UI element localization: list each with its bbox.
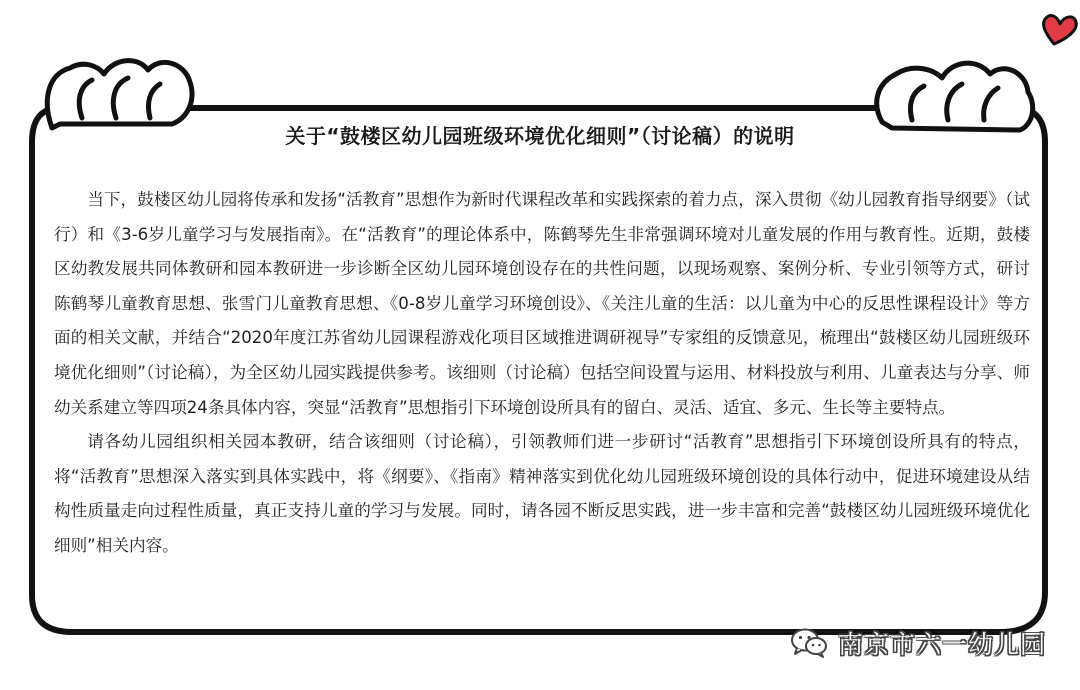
- document-title: 关于“鼓楼区幼儿园班级环境优化细则”（讨论稿）的说明: [285, 124, 795, 148]
- document-body: [54, 183, 1030, 564]
- paragraph: 请各幼儿园组织相关园本教研，结合该细则（讨论稿），引领教师们进一步研讨“活教育”思想指引下环境创设所具有的特点，将“活教育”思想深入落实到具体实践中，将《纲要》、《指南》精神落实到优化幼儿园班级环境创设的具体行动中，促进环境建设从结构性质量走向过程性质量，真正支持儿童的学习与发展。同时，请各园不断反思实践，进一步丰富和完善“鼓楼区幼儿园班级环境优化细则”相关内容。: [54, 432, 1030, 555]
- left-hand-icon: [47, 61, 192, 128]
- account-watermark: [790, 623, 1046, 663]
- account-name: 南京市六一幼儿园: [838, 630, 1047, 659]
- paragraph: 当下，鼓楼区幼儿园将传承和发扬“活教育”思想作为新时代课程改革和实践探索的着力点，深入贯彻《幼儿园教育指导纲要》（试行）和《3-6岁儿童学习与发展指南》。在“活教育”的理论体系中，陈鹤琴先生非常强调环境对儿童发展的作用与教育性。近期，鼓楼区幼教发展共同体教研和园本教研进一步诊断全区幼儿园环境创设存在的共性问题，以现场观察、案例分析、专业引领等方式，研讨陈鹤琴儿童教育思想、张雪门儿童教育思想、《0-8岁儿童学习环境创设》、《关注儿童的生活：以儿童为中心的反思性课程设计》等方面的相关文献，并结合“2020年度江苏省幼儿园课程游戏化项目区域推进调研视导”专家组的反馈意见，梳理出“鼓楼区幼儿园班级环境优化细则”（讨论稿），为全区幼儿园实践提供参考。该细则（讨论稿）包括空间设置与运用、材料投放与利用、儿童表达与分享、师幼关系建立等四项24条具体内容，突显“活教育”思想指引下环境创设所具有的留白、灵活、适宜、多元、生长等主要特点。: [54, 190, 1030, 417]
- heart-icon: [1044, 16, 1077, 44]
- wechat-icon: [790, 627, 828, 659]
